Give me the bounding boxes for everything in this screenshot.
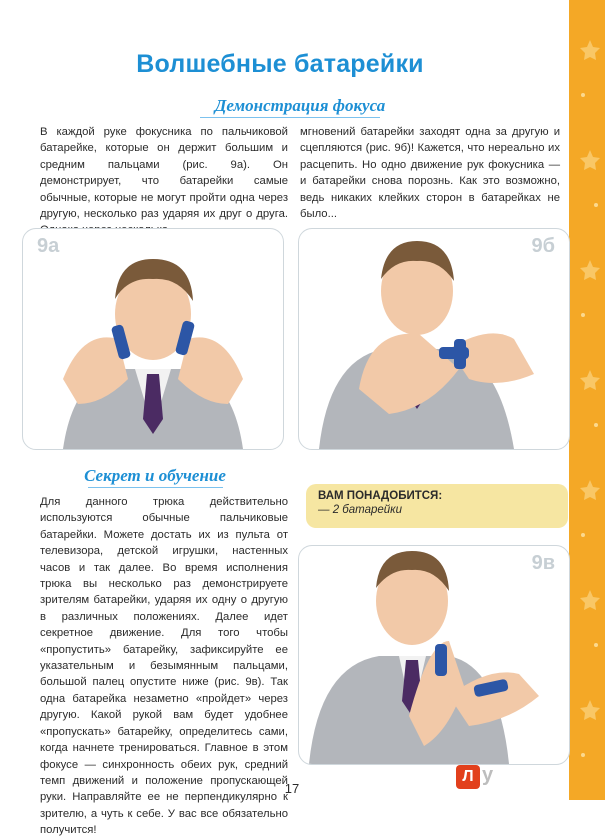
figure-9c — [298, 545, 570, 765]
section-title-underline — [88, 487, 223, 488]
figure-label-9b: 9б — [531, 235, 555, 257]
required-item: — 2 батарейки — [318, 504, 403, 516]
figure-label-9a: 9а — [37, 235, 60, 257]
labirint-logo-icon: Л — [456, 765, 480, 789]
intro-text-left: В каждой руке фокусника по пальчиковой батарейке, которые он держит большим и средним пальцами (рис. 9а). Он демонстрирует, что батарейки самые обычные, которые не могут пройти одна через другую, несколько раз ударяя их друг о друга. — [40, 126, 288, 221]
page-side-border — [569, 0, 605, 800]
page-title: Волшебные батарейки — [136, 50, 424, 78]
figure-9b — [298, 228, 570, 450]
figure-9a — [22, 228, 284, 450]
figure-label-9c: 9в — [531, 552, 555, 574]
section-title-underline — [200, 117, 380, 118]
required-items-title: ВАМ ПОНАДОБИТСЯ: — [318, 490, 443, 502]
required-items-box — [306, 484, 568, 528]
secret-text: Для данного трюка действительно используются обычные пальчиковые батарейки. Можете достать их из пульта от телевизора, детской игрушки, настенных часов и так далее. Во время исполнения трюка вы несколько раз демонстрируете зрителям батарейки, ударяя их одну о другую в различных положениях. Далее идет секретное движение. Для того чтобы «пропустить» батарейку, зафиксируйте ее указательным и безымянным пальцами, большой палец опустите ниже (рис. 9в). Так одна батарейка незаметно «пройдет» через другую. Какой рукой вам будет удобнее «пропускать» батарейку, определитесь сами, когда начнете тренироваться. Главное в этом фокусе — синхронность обеих рук, средний темп движений и положение пропускающей руки. Направляйте ее не перпендикулярно к зрителю, а чуть к себе. У вас все обязательно получится! — [40, 496, 288, 837]
illustration-magician-9b — [299, 229, 569, 449]
star-pattern — [577, 0, 603, 800]
section-title-demo: Демонстрация фокуса — [214, 96, 386, 115]
illustration-magician-9a — [23, 229, 283, 449]
illustration-magician-9c — [299, 546, 569, 764]
section-title-secret: Секрет и обучение — [84, 466, 226, 485]
page-number: 17 — [284, 781, 300, 796]
intro-text-right: мгновений батарейки заходят одна за другую и сцепляются (рис. 9б)! Кажется, что нереально их расцепить. Но одно движение рук фокусника — и батарейки снова порознь. Как это возможно, ведь никаких клейких сторон в батарейках не было... — [300, 126, 560, 221]
watermark-text: y — [482, 764, 494, 786]
